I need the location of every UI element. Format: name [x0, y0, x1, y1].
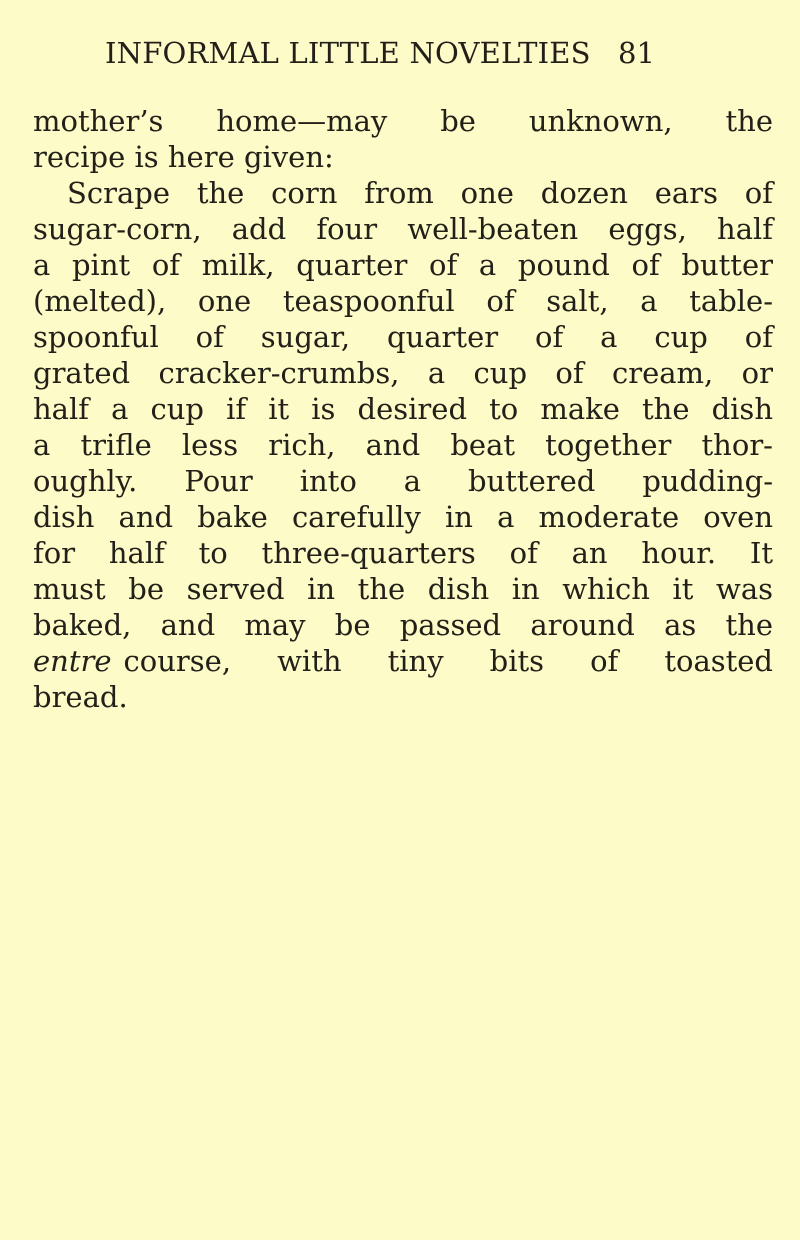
text-line: must be served in the dish in which it was [33, 572, 773, 606]
page-header [0, 36, 800, 76]
text-line: (melted), one teaspoonful of salt, a table- [33, 284, 773, 318]
text-line: Scrape the corn from one dozen ears of [67, 176, 773, 210]
text-line: spoonful of sugar, quarter of a cup of [33, 320, 773, 354]
text-line: bread. [33, 680, 128, 714]
italic-word: entre [33, 644, 112, 678]
text-line: for half to three-quarters of an hour. It [33, 536, 773, 570]
text-line: recipe is here given: [33, 140, 334, 174]
text-line: a trifle less rich, and beat together thor- [33, 428, 773, 462]
text-line: sugar-corn, add four well-beaten eggs, half [33, 212, 773, 246]
text-line: grated cracker-crumbs, a cup of cream, or [33, 356, 773, 390]
text-line: baked, and may be passed around as the [33, 608, 773, 642]
text-line: mother’s home—may be unknown, the [33, 104, 773, 138]
text-line: half a cup if it is desired to make the dish [33, 392, 773, 426]
text-line-with-italic [33, 643, 773, 679]
running-title: INFORMAL LITTLE NOVELTIES [105, 36, 591, 70]
text-line: a pint of milk, quarter of a pound of butter [33, 248, 773, 282]
page-number: 81 [618, 36, 655, 70]
text-line: oughly. Pour into a buttered pudding- [33, 464, 773, 498]
text-line: dish and bake carefully in a moderate oven [33, 500, 773, 534]
body-text [33, 103, 773, 715]
text-line-rest: course, with tiny bits of toasted [123, 644, 773, 678]
